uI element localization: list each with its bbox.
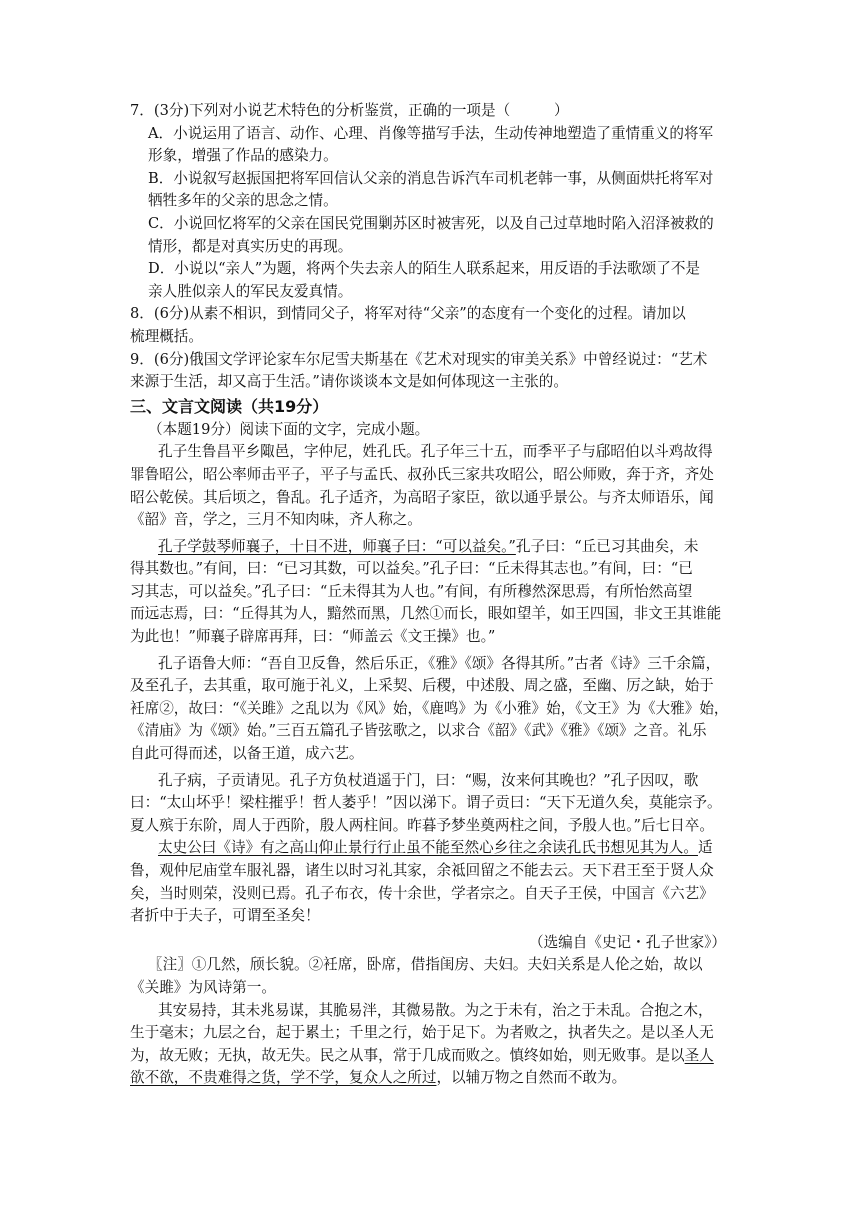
question-8 [130, 303, 730, 348]
q7-option-a-line2: 形象，增强了作品的感染力。 [148, 147, 338, 165]
passage-line: 者折中于夫子，可谓至圣矣！ [130, 907, 320, 925]
underlined-sentence: 欲不欲，不贵难得之货，学不学，复众人之所过 [130, 1069, 437, 1087]
exam-page [130, 100, 730, 1090]
underlined-sentence: 孔子学鼓琴师襄子，十日不进，师襄子曰：“可以益矣。” [158, 537, 516, 555]
passage-paragraph-4 [130, 770, 730, 838]
underlined-sentence: 太史公曰《诗》有之高山仰止景行行止虽不能至然心乡往之余读孔氏书想见其为人。 [158, 839, 698, 857]
passage-line: 生于毫末；九层之台，起于累土；千里之行，始于足下。为者败之，执者失之。是以圣人无 [130, 1024, 714, 1042]
passage-paragraph-1 [130, 441, 730, 531]
passage-line [130, 536, 730, 559]
passage-source: （选编自《史记・孔子世家》） [528, 933, 726, 951]
passage-line: 孔子生鲁昌平乡陬邑，字仲尼，姓孔氏。孔子年三十五，而季平子与郈昭伯以斗鸡故得 [158, 443, 713, 461]
q7-option-c-line2: 情形，都是对真实历史的再现。 [148, 237, 353, 255]
q7-stem: 7．(3分)下列对小说艺术特色的分析鉴赏，正确的一项是（ ） [130, 102, 569, 119]
passage-line [130, 1067, 730, 1090]
question-9 [130, 349, 730, 394]
passage-line: 为此也！”师襄子辟席再拜，曰：“师盖云《文王操》也。” [130, 628, 496, 646]
q9-line2: 来源于生活，却又高于生活。”请你谈谈本文是如何体现这一主张的。 [130, 373, 568, 391]
passage-line: 其安易持，其未兆易谋，其脆易泮，其微易散。为之于未有，治之于未乱。合抱之木， [158, 1001, 713, 1019]
passage-line: 及至孔子，去其重，取可施于礼义，上采契、后稷，中述殷、周之盛，至幽、厉之缺，始于 [130, 677, 714, 695]
passage-line: 而远志焉，曰：“丘得其为人，黯然而黑，几然①而长，眼如望羊，如王四国，非文王其谁能 [130, 605, 722, 623]
passage-line: 《韶》音，学之，三月不知肉味，齐人称之。 [130, 511, 422, 529]
q7-option-c-line1: C．小说回忆将军的父亲在国民党围剿苏区时被害死，以及自己过草地时陷入沼泽被救的 [148, 214, 714, 232]
q7-option-a-line1: A．小说运用了语言、动作、心理、肖像等描写手法，生动传神地塑造了重情重义的将军 [148, 124, 714, 142]
q7-option-b-line2: 牺牲多年的父亲的思念之情。 [148, 192, 338, 210]
passage-text: 孔子曰：“丘已习其曲矣，未 [515, 537, 699, 555]
q7-option-d-line1: D．小说以“亲人”为题，将两个失去亲人的陌生人联系起来，用反语的手法歌颂了不是 [148, 260, 701, 278]
passage-line: 曰：“太山坏乎！梁柱摧乎！哲人萎乎！”因以涕下。谓子贡曰：“天下无道久矣，莫能宗予。 [130, 794, 722, 812]
passage-line [130, 1045, 730, 1068]
passage-line: 习其志，可以益矣。”孔子曰：“丘未得其为人也。”有间，有所穆然深思焉，有所怡然高望 [130, 582, 693, 600]
passage-line: 矣，当时则荣，没则已焉。孔子布衣，传十余世，学者宗之。自天子王侯，中国言《六艺》 [130, 884, 714, 902]
passage-text: 适 [697, 839, 713, 857]
passage-line: 夏人殡于东阶，周人于西阶，殷人两柱间。昨暮予梦坐奠两柱之间，予殷人也。”后七日卒。 [130, 816, 714, 834]
q7-option-b-line1: B．小说叙写赵振国把将军回信认父亲的消息告诉汽车司机老韩一事，从侧面烘托将军对 [148, 169, 714, 187]
passage-line: 鲁，观仲尼庙堂车服礼器，诸生以时习礼其家，余祗回留之不能去云。天下君王至于贤人众 [130, 862, 714, 879]
passage-line: 孔子病，子贡请见。孔子方负杖逍遥于门，曰：“赐，汝来何其晚也？”孔子因叹，歌 [158, 771, 699, 789]
passage-line [130, 837, 730, 860]
passage-text: ，以辅万物之自然而不敢为。 [436, 1069, 627, 1087]
q8-line2: 梳理概括。 [130, 327, 203, 345]
passage-paragraph-5 [130, 837, 730, 927]
passage-paragraph-3 [130, 653, 730, 766]
passage-text: 为，故无败；无执，故无失。民之从事，常于几成而败之。慎终如始，则无败事。是以 [130, 1046, 685, 1064]
q7-option-d-line2: 亲人胜似亲人的军民友爱真情。 [148, 282, 353, 300]
section-intro: （本题19分）阅读下面的文字，完成小题。 [148, 420, 430, 438]
q9-line1: 9．(6分)俄国文学评论家车尔尼雪夫斯基在《艺术对现实的审美关系》中曾经说过：“艺术 [130, 350, 708, 368]
footnote-line2: 《关雎》为风诗第一。 [130, 978, 276, 996]
passage-line: 得其数也。”有间，曰：“已习其数，可以益矣。”孔子曰：“丘未得其志也。”有间，曰：“已 [130, 560, 693, 578]
footnote [130, 954, 730, 999]
question-7 [130, 100, 730, 303]
underlined-sentence: 圣人 [684, 1046, 714, 1064]
passage-2 [130, 1000, 730, 1090]
passage-line: 罪鲁昭公，昭公率师击平子，平子与孟氏、叔孙氏三家共攻昭公，昭公师败，奔于齐，齐处 [130, 465, 714, 483]
passage-line: 《清庙》为《颂》始。”三百五篇孔子皆弦歌之，以求合《韶》《武》《雅》《颂》之音。礼乐 [130, 722, 707, 740]
passage-line: 孔子语鲁大师：“吾自卫反鲁，然后乐正，《雅》《颂》各得其所。”古者《诗》三千余篇， [158, 654, 721, 672]
passage-line: 昭公乾侯。其后顷之，鲁乱。孔子适齐，为高昭子家臣，欲以通乎景公。与齐太师语乐，闻 [130, 488, 714, 506]
passage-paragraph-2 [130, 536, 730, 649]
section-heading: 三、文言文阅读（共19分） [130, 396, 329, 416]
q8-line1: 8．(6分)从素不相识，到情同父子，将军对待“父亲”的态度有一个变化的过程。请加以 [130, 305, 686, 323]
footnote-line1: 〖注〗①几然，颀长貌。②衽席，卧席，借指闺房、夫妇。夫妇关系是人伦之始，故以 [148, 956, 703, 974]
passage-line: 衽席②，故曰：“《关雎》之乱以为《风》始，《鹿鸣》为《小雅》始，《文王》为《大雅》始， [130, 699, 729, 717]
passage-line: 自此可得而述，以备王道，成六艺。 [130, 745, 364, 763]
